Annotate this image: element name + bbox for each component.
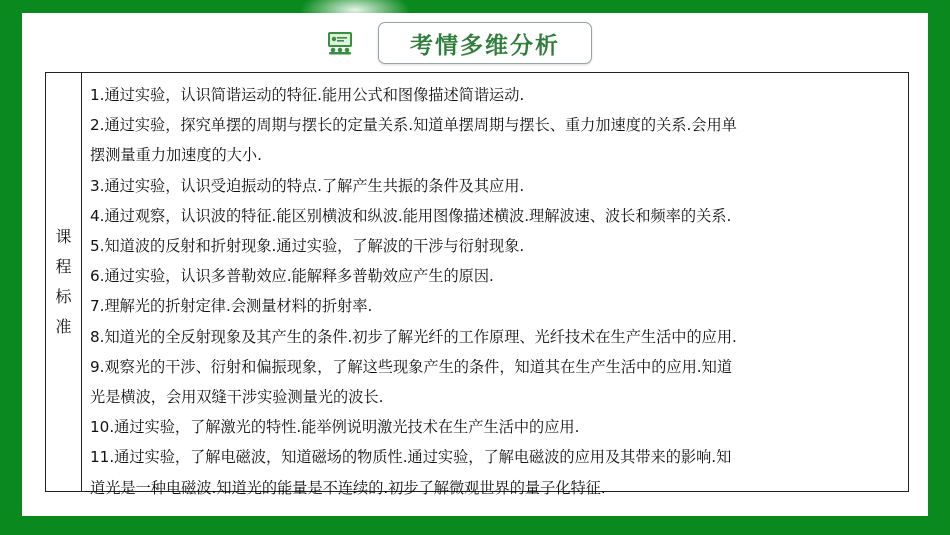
row-label-char: 准 xyxy=(55,317,72,336)
teacher-board-icon xyxy=(327,31,353,55)
curriculum-standard-table xyxy=(45,72,909,497)
row-label-char: 程 xyxy=(55,257,72,276)
standard-line: 9.观察光的干涉、衍射和偏振现象，了解这些现象产生的条件，知道其在生产生活中的应用.知道 xyxy=(90,357,733,376)
standard-line: 7.理解光的折射定律.会测量材料的折射率. xyxy=(90,297,373,316)
standard-line: 摆测量重力加速度的大小. xyxy=(90,146,262,165)
standard-line: 3.通过实验，认识受迫振动的特点.了解产生共振的条件及其应用. xyxy=(90,176,525,195)
standard-line: 5.知道波的反射和折射现象.通过实验，了解波的干涉与衍射现象. xyxy=(90,237,525,256)
standard-line: 道光是一种电磁波.知道光的能量是不连续的.初步了解微观世界的量子化特征. xyxy=(90,478,606,497)
section-title-box xyxy=(378,22,592,64)
section-title: 考情多维分析 xyxy=(410,32,560,59)
row-label-char: 课 xyxy=(55,227,72,246)
standard-line: 8.知道光的全反射现象及其产生的条件.初步了解光纤的工作原理、光纤技术在生产生活中的应用. xyxy=(90,327,737,346)
standards-content xyxy=(82,73,908,497)
row-label-char: 标 xyxy=(55,287,72,306)
standard-line: 11.通过实验，了解电磁波，知道磁场的物质性.通过实验，了解电磁波的应用及其带来的影响.知 xyxy=(90,448,732,467)
row-label xyxy=(46,73,82,491)
standard-line: 4.通过观察，认识波的特征.能区别横波和纵波.能用图像描述横波.理解波速、波长和频率的关系. xyxy=(90,206,732,225)
standard-line: 光是横波，会用双缝干涉实验测量光的波长. xyxy=(90,388,384,407)
standard-line: 1.通过实验，认识简谐运动的特征.能用公式和图像描述简谐运动. xyxy=(90,86,525,104)
standard-line: 6.通过实验，认识多普勒效应.能解释多普勒效应产生的原因. xyxy=(90,267,494,286)
standard-line: 10.通过实验，了解激光的特性.能举例说明激光技术在生产生活中的应用. xyxy=(90,418,580,437)
standard-line: 2.通过实验，探究单摆的周期与摆长的定量关系.知道单摆周期与摆长、重力加速度的关系.会用单 xyxy=(90,116,737,135)
